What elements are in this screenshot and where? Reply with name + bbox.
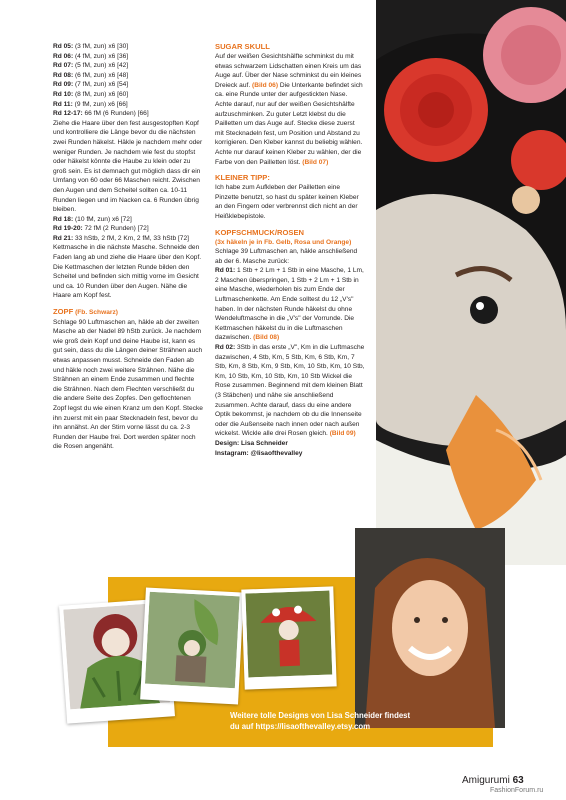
designer-portrait — [355, 528, 505, 728]
round-line: Rd 07: (5 fM, zun) x6 [42] — [53, 62, 129, 70]
round-line: Rd 11: (9 fM, zun) x6 [66] — [53, 100, 128, 108]
polaroid-leaf-doll — [140, 588, 244, 705]
round-line: Rd 10: (8 fM, zun) x6 [60] — [53, 90, 129, 98]
page-number: 63 — [512, 775, 524, 786]
sugar-skull-heading: SUGAR SKULL — [215, 42, 270, 51]
hair-instructions: Ziehe die Haare über den fest ausgestopften Kopf und kontrolliere die Länge bevor du die nächsten zwei Runden häkelst. Häkle je nachdem mehr oder weniger Runden. Je nachdem wie fest du stopfst oder häkelst könnte die Haube zu klein oder zu groß sein. Es ist demnach gut möglich dass dir ein Umfang von 60 oder 66 Maschen reicht. Zwischen den Augen und dem Scheitel sollten ca. 10-11 Runden liegen und im Nacken ca. 6 Runden übrig bleiben. — [53, 119, 203, 214]
tipp-text: Ich habe zum Aufkleben der Pailletten eine Pinzette benutzt, so hast du später keinen Kleber an den Fingern oder verbrennst dich nicht an der Heißklebepistole. — [215, 184, 359, 220]
round-line: Rd 09: (7 fM, zun) x6 [54] — [53, 81, 129, 89]
etsy-link[interactable]: du auf https://lisaofthevalley.etsy.com — [230, 722, 371, 731]
rosen-subheading: (3x häkeln je in Fb. Gelb, Rosa und Orange) — [215, 238, 352, 246]
instagram-credit: Instagram: @lisaofthevalley — [215, 449, 303, 457]
zopf-heading: ZOPF — [53, 307, 74, 317]
page-footer — [462, 775, 524, 786]
promo-text: Weitere tolle Designs von Lisa Schneider findest du auf https://lisaofthevalley.etsy.com — [230, 710, 460, 732]
text-column-middle — [215, 42, 365, 458]
hair-finish-instructions: Kettmasche in die nächste Masche. Schneide den Faden lang ab und ziehe die Haare über den Kopf. Die Kettmaschen der letzten Runde bilden den Scheitel und befinden sich mittig vorne im Gesicht und ca. 10 Runden über den Augen. Nähe die Haare am Kopf fest. — [53, 244, 202, 300]
doll-photo — [376, 0, 566, 565]
round-line: Rd 21: 33 hStb, 2 fM, 2 Km, 2 fM, 33 hStb [72] — [53, 234, 189, 242]
zopf-color: (Fb. Schwarz) — [73, 309, 118, 317]
round-line: Rd 12-17: 66 fM (6 Runden) [66] — [53, 110, 149, 118]
rosen-round-1: Rd 01: 1 Stb + 2 Lm + 1 Stb in eine Masche, 1 Lm, 2 Maschen überspringen, 1 Stb + 2 Lm + 1 Stb in eine Masche, wiederholen bis zum Ende der Luftmaschenkette. Am Ende solltest du 12 „V's" haben. In der nächsten Runde häkelst du ohne Wendeluftmasche in die „V's" der Vorrunde. Die Kettmaschen häkelst du in die Luftmaschen dazwischen. (Bild 08) — [215, 267, 364, 342]
round-line: Rd 05: (3 fM, zun) x6 [30] — [53, 43, 129, 50]
rosen-heading: KOPFSCHMUCK/ROSEN — [215, 227, 305, 237]
round-line: Rd 08: (6 fM, zun) x6 [48] — [53, 71, 129, 79]
round-list — [53, 42, 203, 119]
watermark: FashionForum.ru — [490, 787, 544, 794]
round-line: Rd 19-20: 72 fM (2 Runden) [72] — [53, 225, 149, 233]
tipp-heading: KLEINER TIPP: — [215, 173, 270, 183]
magazine-name: Amigurumi — [462, 775, 510, 786]
round-list-2 — [53, 215, 203, 244]
polaroid-mushroom-doll — [241, 586, 336, 689]
design-credit: Design: Lisa Schneider — [215, 439, 288, 447]
rosen-round-2: Rd 02: 3Stb in das erste „V", Km in die Luftmasche dazwischen, 4 Stb, Km, 5 Stb, Km, 6 Stb, Km, 7 Stb, Km, 8 Stb, Km, 9 Stb, Km, 10 Stb, Km, 10 Stb, Km, 10 Stb, Km, 10 Stb, Km, 10 Stb Wickel die Rose zusammen. Beginnend mit dem kleinen Blatt (3 Stäbchen) und nähe sie anschließend zusammen. Achte darauf, dass du eine andere Optik bekommst, je nachdem ob du die Innenseite oder die Außenseite nach innen oder nach außen wickelst. Wickle alle drei Rosen gleich. (Bild 09) — [215, 344, 365, 438]
round-line: Rd 06: (4 fM, zun) x6 [36] — [53, 52, 129, 60]
sugar-skull-text: Auf der weißen Gesichtshälfte schminkst du mit etwas schwarzem Lidschatten einen Kreis um das Auge auf. Über der Nase schminkst du ein kleines Dreieck auf. (Bild 06) Die Unterkante befindet sich ca. eine Runde unter der aufgestickten Nase. Achte darauf, nur auf der weißen Gesichtshälfte aufzuschminken. Zu guter Letzt klebst du die Pailletten um das Auge auf. Stecke diese zuerst mit Stecknadeln fest, um Position und Abstand zu korrigieren. Den Kleber kannst du beliebig wählen. Achte nur darauf keinen Kleber zu wählen, der die Farbe von den Pailletten löst. (Bild 07) — [215, 53, 363, 166]
zopf-instructions: Schlage 90 Luftmaschen an, häkle ab der zweiten Masche ab der Nadel 89 hStb zurück. Je nachdem wie groß dein Kopf und deine Haube ist, kann es gut sein, dass du die Längen deiner Strähnen auch etwas anpassen musst. Schneide den Faden ab und häkle noch zwei weitere Strähnen. Nähe die Strähnen an einem Ende zusammen und flechte die Strähnen. Nach dem Flechten verschließt du die andere Seite des Zopfes. Den geflochtenen Zopf legst du wie einen Kranz um den Kopf. Stecke ihn zuerst mit ein paar Stecknadeln fest, bevor du ihn annähst. An der Stirn vorne lässt du ca. 2-3 Runden der Haube frei. Dort werden später noch die Rosen angenäht. — [53, 318, 203, 451]
text-column-left — [53, 42, 203, 452]
rosen-intro: Schlage 39 Luftmaschen an, häkle anschließend ab der 6. Masche zurück: — [215, 248, 358, 265]
round-line: Rd 18: (10 fM, zun) x6 [72] — [53, 215, 132, 223]
